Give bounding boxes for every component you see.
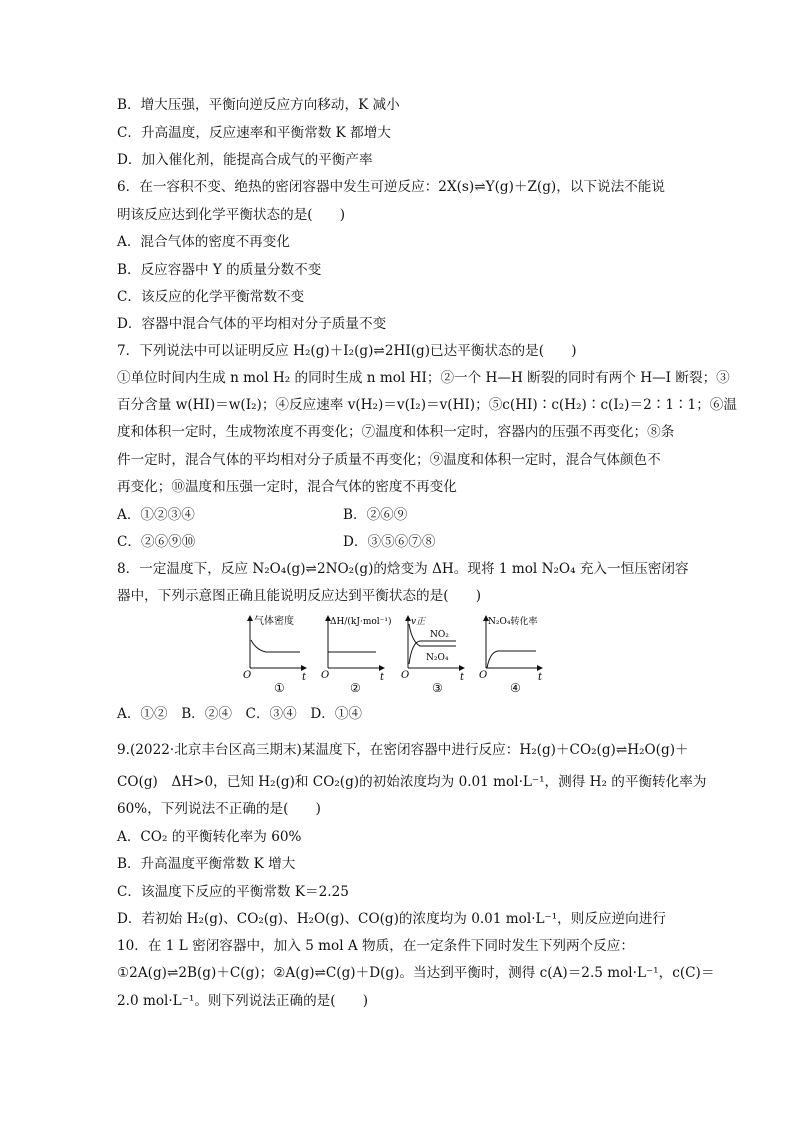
graph-2-y-label: ΔH/(kJ·mol⁻¹) xyxy=(330,617,392,627)
q8-stem-line-2: 器中，下列示意图正确且能说明反应达到平衡状态的是( ) xyxy=(117,588,482,604)
q9-stem-line-1: 9.(2022·北京丰台区高三期末)某温度下，在密闭容器中进行反应：H₂(g)＋CO₂(g)⇌H₂O(g)＋ xyxy=(117,742,689,758)
graph-1-origin: O xyxy=(243,670,252,681)
graph-2-x-label: t xyxy=(380,672,385,683)
graph-1-number: ① xyxy=(274,681,285,695)
q6-stem-line-2: 明该反应达到化学平衡状态的是( ) xyxy=(117,207,346,223)
q7-option-d: D．③⑤⑥⑦⑧ xyxy=(343,534,436,550)
graph-4-origin: O xyxy=(479,670,488,681)
q9-stem-line-2: CO(g) ΔH>0，已知 H₂(g)和 CO₂(g)的初始浓度均为 0.01 mol·L⁻¹，测得 H₂ 的平衡转化率为 xyxy=(117,774,707,790)
q7-statement-line-2: 百分含量 w(HI)＝w(I₂)；④反应速率 v(H₂)＝v(I₂)＝v(HI)；⑤c(HI)∶c(H₂)∶c(I₂)＝2∶1∶1；⑥温 xyxy=(117,397,737,413)
q5-option-b: B．增大压强，平衡向逆反应方向移动，K 减小 xyxy=(117,97,400,113)
q9-option-d: D．若初始 H₂(g)、CO₂(g)、H₂O(g)、CO(g)的浓度均为 0.01 mol·L⁻¹，则反应逆向进行 xyxy=(117,911,666,927)
q6-option-d: D．容器中混合气体的平均相对分子质量不变 xyxy=(117,316,387,332)
graph-3-no2-label: NO₂ xyxy=(430,630,449,640)
graph-3-y-label: v正 xyxy=(411,617,426,627)
q7-option-c: C．②⑥⑨⑩ xyxy=(117,534,196,550)
q8-stem-line-1: 8．一定温度下，反应 N₂O₄(g)⇌2NO₂(g)的焓变为 ΔH。现将 1 mol N₂O₄ 充入一恒压密闭容 xyxy=(117,561,689,577)
q9-stem-line-3: 60%，下列说法不正确的是( ) xyxy=(117,801,321,817)
q9-option-a: A．CO₂ 的平衡转化率为 60% xyxy=(117,829,302,845)
q9-option-b: B．升高温度平衡常数 K 增大 xyxy=(117,856,296,872)
q10-stem-line-3: 2.0 mol·L⁻¹。则下列说法正确的是( ) xyxy=(117,993,369,1009)
graph-4-curve xyxy=(487,651,536,668)
q9-option-c: C．该温度下反应的平衡常数 K＝2.25 xyxy=(117,884,349,900)
graph-3-origin: O xyxy=(401,670,410,681)
q6-option-a: A．混合气体的密度不再变化 xyxy=(117,234,290,250)
q7-statement-line-4: 件一定时，混合气体的平均相对分子质量不再变化；⑨温度和体积一定时，混合气体颜色不 xyxy=(117,452,661,468)
q7-option-b: B．②⑥⑨ xyxy=(343,507,408,523)
graph-4-conversion xyxy=(479,615,543,695)
q10-stem-line-1: 10．在 1 L 密闭容器中，加入 5 mol A 物质，在一定条件下同时发生下列两个反应： xyxy=(117,938,634,954)
graph-3-rate xyxy=(401,616,465,695)
graph-1-y-label: 气体密度 xyxy=(254,616,294,627)
q5-option-d: D．加入催化剂，能提高合成气的平衡产率 xyxy=(117,152,373,168)
q6-option-c: C．该反应的化学平衡常数不变 xyxy=(117,289,305,305)
graph-2-origin: O xyxy=(321,670,330,681)
q8-graphs-figure xyxy=(240,612,560,696)
q7-stem: 7．下列说法中可以证明反应 H₂(g)＋I₂(g)⇌2HI(g)已达平衡状态的是( ) xyxy=(117,343,577,359)
graph-4-y-label: N₂O₄转化率 xyxy=(488,617,538,627)
q6-option-b: B．反应容器中 Y 的质量分数不变 xyxy=(117,262,322,278)
graph-4-number: ④ xyxy=(510,681,521,695)
q10-stem-line-2: ①2A(g)⇌2B(g)＋C(g)；②A(g)⇌C(g)＋D(g)。当达到平衡时，测得 c(A)＝2.5 mol·L⁻¹，c(C)＝ xyxy=(117,965,715,981)
graph-3-x-label: t xyxy=(460,672,465,683)
graph-1-gas-density xyxy=(243,614,307,695)
graph-3-number: ③ xyxy=(432,681,443,695)
graph-2-enthalpy xyxy=(321,616,392,695)
graph-4-x-label: t xyxy=(538,672,543,683)
graph-1-curve xyxy=(251,640,300,652)
q7-statement-line-3: 度和体积一定时，生成物浓度不再变化；⑦温度和体积一定时，容器内的压强不再变化；⑧条 xyxy=(117,424,675,440)
q8-options: A．①② B．②④ C．③④ D．①④ xyxy=(117,706,363,722)
graph-1-x-label: t xyxy=(302,672,307,683)
q7-statement-line-5: 再变化；⑩温度和压强一定时，混合气体的密度不再变化 xyxy=(117,479,457,495)
q7-option-a: A．①②③④ xyxy=(117,507,195,523)
graph-2-number: ② xyxy=(350,681,361,695)
graph-3-n2o4-label: N₂O₄ xyxy=(426,653,449,663)
q5-option-c: C．升高温度，反应速率和平衡常数 K 都增大 xyxy=(117,125,391,141)
q6-stem-line-1: 6．在一容积不变、绝热的密闭容器中发生可逆反应：2X(s)⇌Y(g)＋Z(g)，以下说法不能说 xyxy=(117,179,665,195)
q7-statement-line-1: ①单位时间内生成 n mol H₂ 的同时生成 n mol HI；②一个 H—H 断裂的同时有两个 H—I 断裂；③ xyxy=(117,370,730,386)
